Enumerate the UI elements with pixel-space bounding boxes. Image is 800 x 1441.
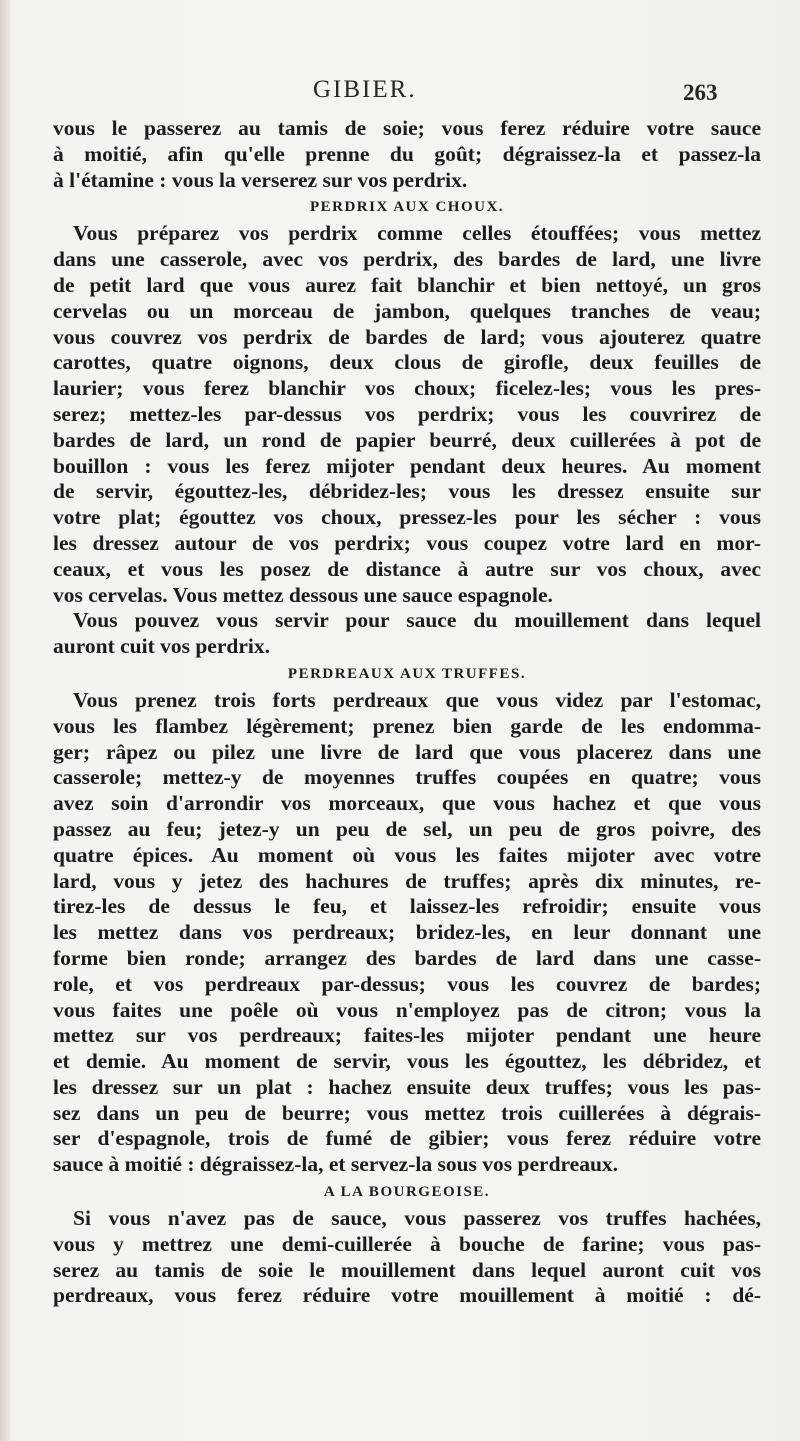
text-line: tirez-les de dessus le feu, et laissez-les refroidir; ensuite vous xyxy=(53,894,761,919)
text-line: de petit lard que vous aurez fait blanchir et bien nettoyé, un gros xyxy=(53,272,761,297)
section-heading: PERDREAUX AUX TRUFFES. xyxy=(287,665,527,682)
text-line: perdreaux, vous ferez réduire votre mouillement à moitié : dé- xyxy=(53,1283,761,1308)
text-line: vous le passerez au tamis de soie; vous ferez réduire votre sauce xyxy=(53,116,761,140)
page-gutter xyxy=(0,0,10,1441)
text-line: serez; mettez-les par-dessus vos perdrix; vous les couvrirez de xyxy=(53,401,761,426)
text-line: vous y mettrez une demi-cuillerée à bouche de farine; vous pas- xyxy=(53,1231,761,1256)
text-line: casserole; mettez-y de moyennes truffes coupées en quatre; vous xyxy=(53,765,761,790)
section-heading: A LA BOURGEOISE. xyxy=(323,1184,491,1201)
text-line: vous les flambez légèrement; prenez bien garde de les endomma- xyxy=(53,713,761,738)
text-line: ser d'espagnole, trois de fumé de gibier; vous ferez réduire votre xyxy=(53,1126,761,1151)
text-line: vos cervelas. Vous mettez dessous une sauce espagnole. xyxy=(53,582,553,607)
text-line: bardes de lard, un rond de papier beurré, deux cuillerées à pot de xyxy=(53,427,761,452)
text-line: carottes, quatre oignons, deux clous de girofle, deux feuilles de xyxy=(53,350,761,375)
text-line: bouillon : vous les ferez mijoter pendant deux heures. Au moment xyxy=(53,453,761,478)
text-line: de servir, égouttez-les, débridez-les; vous les dressez ensuite sur xyxy=(53,479,761,504)
text-line: ger; râpez ou pilez une livre de lard que vous placerez dans une xyxy=(53,739,761,764)
text-line: sez dans un peu de beurre; vous mettez trois cuillerées à dégrais- xyxy=(53,1100,761,1125)
section-heading: PERDRIX AUX CHOUX. xyxy=(309,199,505,216)
text-line: Vous préparez vos perdrix comme celles étouffées; vous mettez xyxy=(73,221,761,246)
text-line: vous couvrez vos perdrix de bardes de lard; vous ajouterez quatre xyxy=(53,324,761,349)
text-line: à l'étamine : vous la verserez sur vos perdrix. xyxy=(53,167,468,192)
text-line: ceaux, et vous les posez de distance à autre sur vos choux, avec xyxy=(53,556,761,581)
text-line: serez au tamis de soie le mouillement dans lequel auront cuit vos xyxy=(53,1257,761,1282)
page-header xyxy=(0,74,800,114)
text-line: laurier; vous ferez blanchir vos choux; ficelez-les; vous les pres- xyxy=(53,376,761,401)
running-title: GIBIER. xyxy=(313,76,417,103)
text-line: mettez sur vos perdreaux; faites-les mijoter pendant une heure xyxy=(53,1023,761,1048)
text-line: vous faites une poêle où vous n'employez pas de citron; vous la xyxy=(53,997,761,1022)
page-number: 263 xyxy=(683,80,718,105)
text-line: à moitié, afin qu'elle prenne du goût; dégraissez-la et passez-la xyxy=(53,141,761,166)
text-line: les dressez autour de vos perdrix; vous coupez votre lard en mor- xyxy=(53,530,761,555)
text-line: quatre épices. Au moment où vous les faites mijoter avec votre xyxy=(53,842,761,867)
text-line: dans une casserole, avec vos perdrix, des bardes de lard, une livre xyxy=(53,247,761,272)
text-line: Si vous n'avez pas de sauce, vous passerez vos truffes hachées, xyxy=(73,1206,761,1231)
page-body xyxy=(53,116,761,1309)
text-line: avez soin d'arrondir vos morceaux, que vous hachez et que vous xyxy=(53,791,761,816)
text-line: Vous pouvez vous servir pour sauce du mouillement dans lequel xyxy=(73,608,761,633)
text-line: votre plat; égouttez vos choux, pressez-les pour les sécher : vous xyxy=(53,505,761,530)
text-line: sauce à moitié : dégraissez-la, et servez-la sous vos perdreaux. xyxy=(53,1152,619,1177)
text-line: cervelas ou un morceau de jambon, quelques tranches de veau; xyxy=(53,298,761,323)
text-line: forme bien ronde; arrangez des bardes de lard dans une casse- xyxy=(53,945,761,970)
text-line: auront cuit vos perdrix. xyxy=(53,634,270,659)
text-line: les dressez sur un plat : hachez ensuite deux truffes; vous les pas- xyxy=(53,1074,761,1099)
text-line: et demie. Au moment de servir, vous les égouttez, les débridez, et xyxy=(53,1049,761,1074)
text-line: Vous prenez trois forts perdreaux que vous videz par l'estomac, xyxy=(73,687,761,712)
text-line: role, et vos perdreaux par-dessus; vous les couvrez de bardes; xyxy=(53,971,761,996)
text-line: les mettez dans vos perdreaux; bridez-les, en leur donnant une xyxy=(53,920,761,945)
text-line: lard, vous y jetez des hachures de truffes; après dix minutes, re- xyxy=(53,868,761,893)
text-line: passez au feu; jetez-y un peu de sel, un peu de gros poivre, des xyxy=(53,816,761,841)
